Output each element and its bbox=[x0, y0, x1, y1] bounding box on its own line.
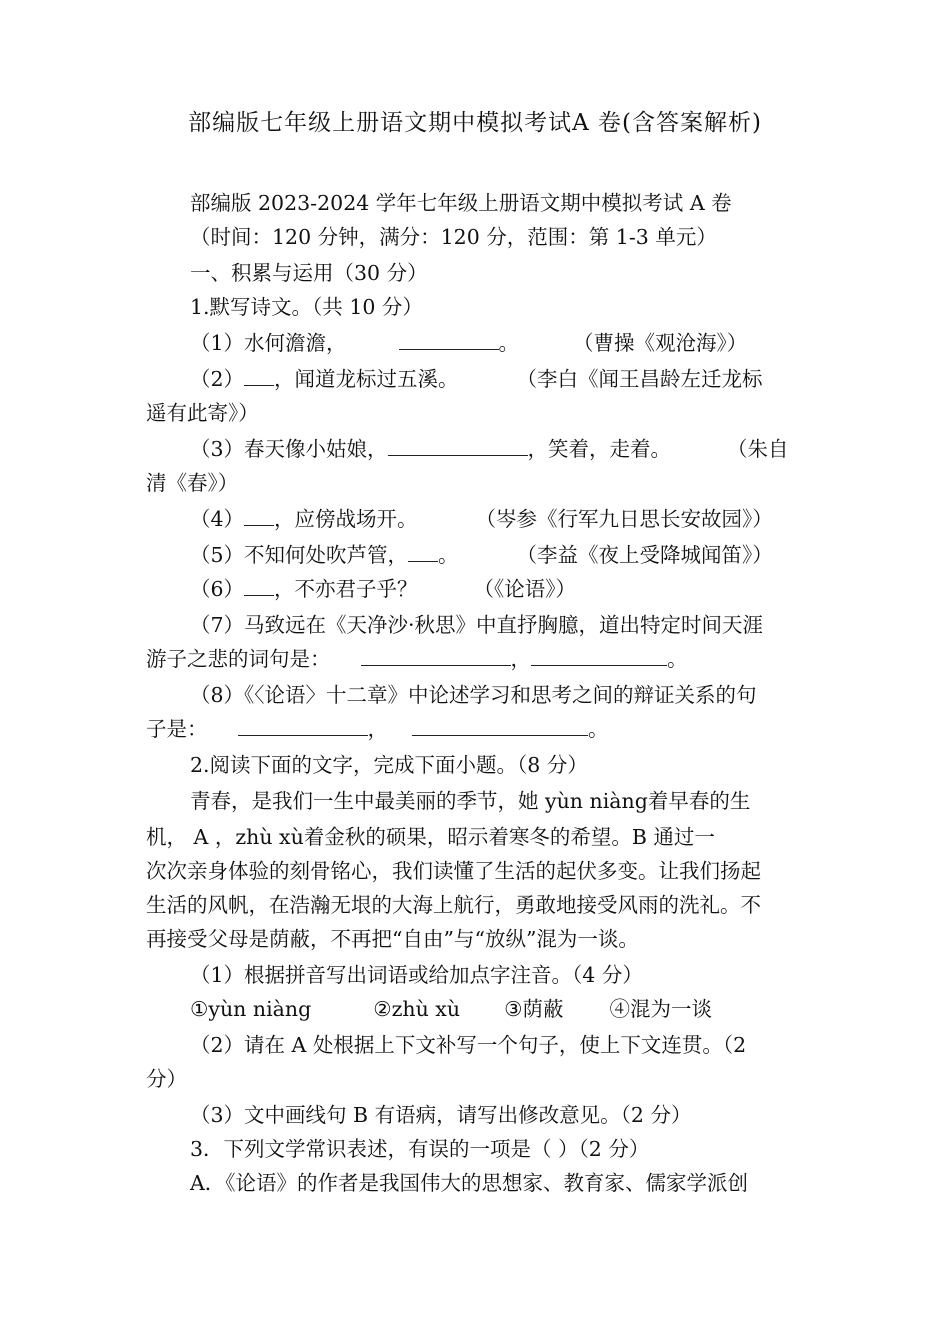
q2-sub-3: （3）文中画线句 B 有语病，请写出修改意见。（2 分） bbox=[190, 1103, 692, 1127]
option: ③荫蔽 bbox=[504, 997, 564, 1021]
q3-option-a: A．《论语》的作者是我国伟大的思想家、教育家、儒家学派创 bbox=[190, 1171, 749, 1195]
exam-meta: （时间：120 分钟，满分：120 分，范围：第 1-3 单元） bbox=[190, 225, 717, 249]
section-heading: 一、积累与运用（30 分） bbox=[190, 261, 428, 285]
q1-item-2-cont: 遥有此寄》） bbox=[146, 401, 259, 425]
question-3-stem: 3．下列文学常识表述，有误的一项是（ ）（2 分） bbox=[190, 1137, 650, 1161]
q1-item-4: （4） ，应傍战场开。 （岑参《行军九日思长安故园》） bbox=[190, 507, 773, 531]
question-2-stem: 2.阅读下面的文字，完成下面小题。（8 分） bbox=[190, 753, 588, 777]
q2-sub-1: （1）根据拼音写出词语或给加点字注音。（4 分） bbox=[190, 963, 643, 987]
answer-blank[interactable] bbox=[361, 645, 511, 666]
q2-sub-2-cont: 分） bbox=[146, 1067, 187, 1091]
document-title: 部编版七年级上册语文期中模拟考试A 卷(含答案解析) bbox=[188, 110, 762, 136]
question-1-stem: 1.默写诗文。（共 10 分） bbox=[190, 295, 423, 319]
answer-blank[interactable] bbox=[408, 541, 438, 562]
q2-options bbox=[190, 992, 712, 1022]
answer-blank[interactable] bbox=[244, 575, 274, 596]
q1-item-5: （5）不知何处吹芦管， 。 （李益《夜上受降城闻笛》） bbox=[190, 543, 773, 567]
q1-item-7: （7）马致远在《天净沙·秋思》中直抒胸臆，道出特定时间天涯 bbox=[190, 613, 764, 637]
q1-item-2: （2） ，闻道龙标过五溪。 （李白《闻王昌龄左迁龙标 bbox=[190, 367, 763, 391]
answer-blank[interactable] bbox=[388, 435, 528, 456]
option: ②zhù xù bbox=[373, 997, 461, 1021]
answer-blank[interactable] bbox=[244, 505, 274, 526]
passage-line: 再接受父母是荫蔽，不再把“自由”与“放纵”混为一谈。 bbox=[146, 927, 639, 951]
answer-blank[interactable] bbox=[238, 715, 368, 736]
answer-blank[interactable] bbox=[531, 645, 667, 666]
q1-item-7-cont: 游子之悲的词句是： ， 。 bbox=[146, 647, 688, 671]
q1-item-8: （8）《〈论语〉十二章》中论述学习和思考之间的辩证关系的句 bbox=[190, 683, 757, 707]
q1-item-3-cont: 清《春》） bbox=[146, 471, 239, 495]
q2-sub-2: （2）请在 A 处根据上下文补写一个句子，使上下文连贯。（2 bbox=[190, 1033, 747, 1057]
passage-line: 次次亲身体验的刻骨铭心，我们读懂了生活的起伏多变。让我们扬起 bbox=[146, 859, 761, 883]
answer-blank[interactable] bbox=[399, 329, 499, 350]
q1-item-6: （6） ，不亦君子乎？ （《论语》） bbox=[190, 577, 577, 601]
passage-line: 青春，是我们一生中最美丽的季节，她 yùn niàng着早春的生 bbox=[190, 789, 751, 813]
passage-line: 生活的风帆，在浩瀚无垠的大海上航行，勇敢地接受风雨的洗礼。不 bbox=[146, 893, 761, 917]
option: ①yùn niàng bbox=[190, 997, 312, 1021]
answer-blank[interactable] bbox=[244, 365, 274, 386]
q1-item-1: （1）水何澹澹， 。 （曹操《观沧海》） bbox=[190, 331, 748, 355]
q1-item-8-cont: 子是： ， 。 bbox=[146, 717, 609, 741]
answer-blank[interactable] bbox=[412, 715, 588, 736]
passage-line: 机， A ，zhù xù着金秋的硕果，昭示着寒冬的希望。B 通过一 bbox=[146, 825, 715, 849]
option: ④混为一谈 bbox=[609, 997, 712, 1021]
exam-subtitle: 部编版 2023-2024 学年七年级上册语文期中模拟考试 A 卷 bbox=[190, 191, 732, 215]
q1-item-3: （3）春天像小姑娘， ，笑着，走着。 （朱自 bbox=[190, 437, 789, 461]
